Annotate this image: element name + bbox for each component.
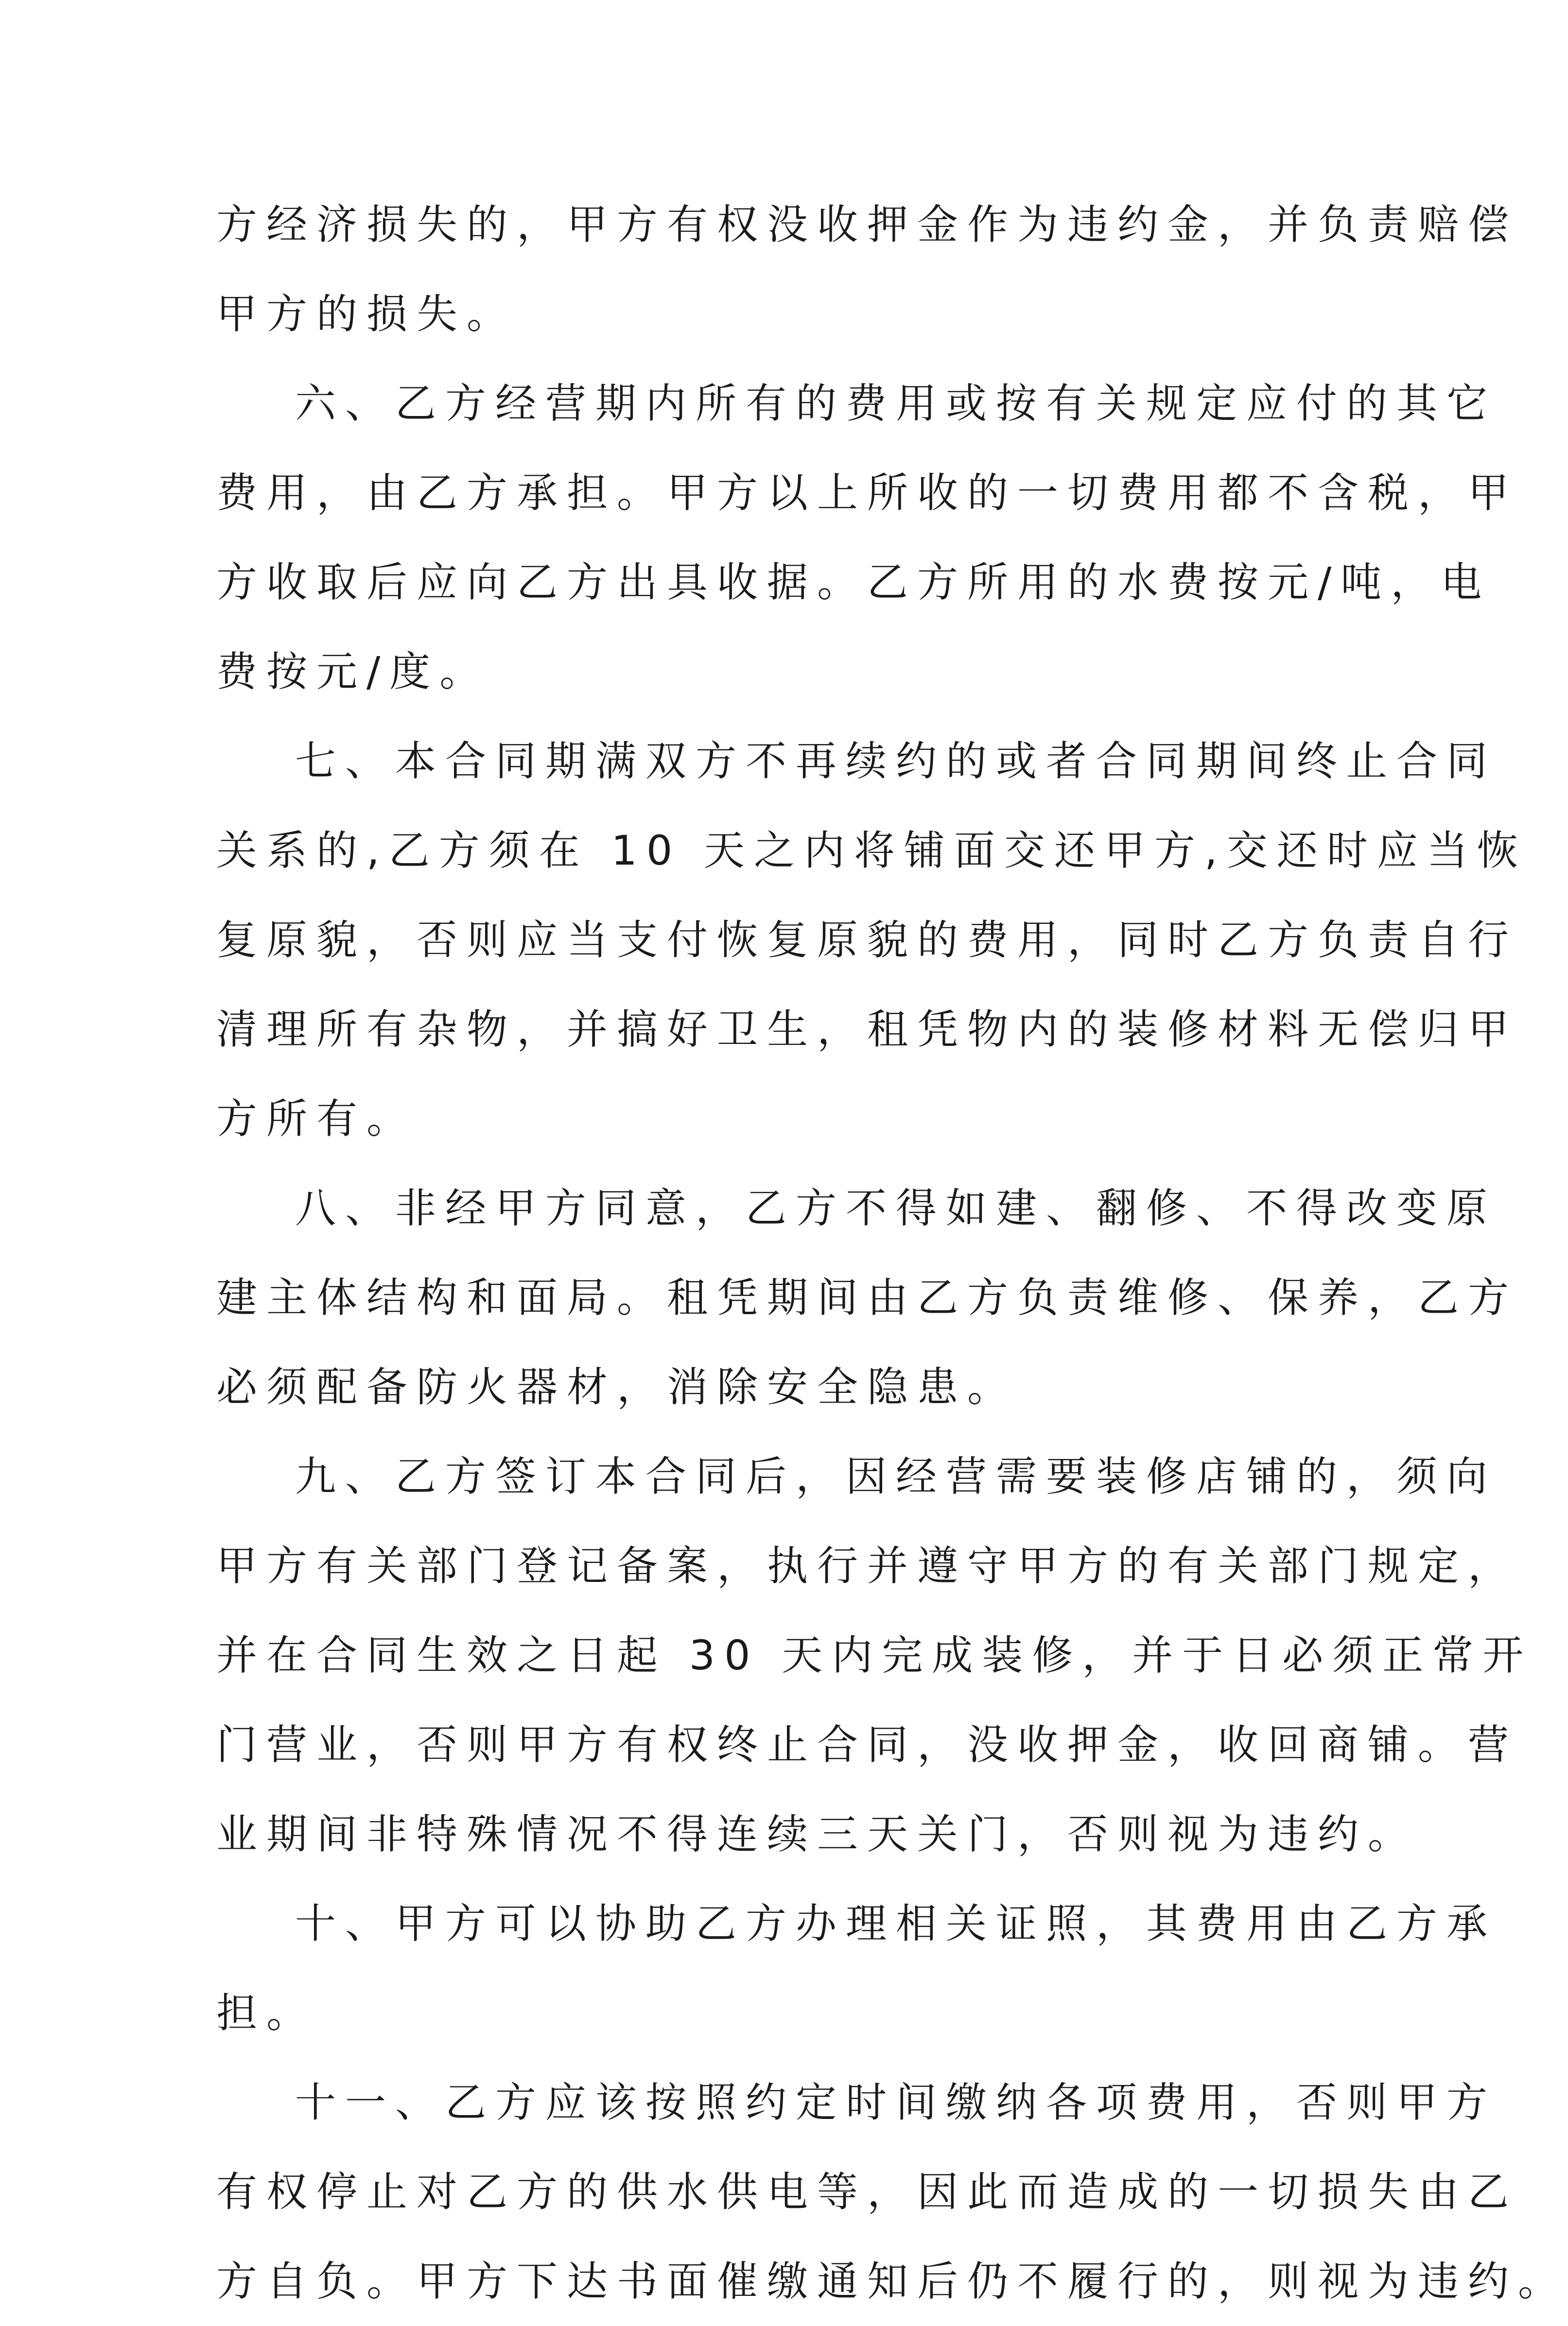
text-line: 关系的,乙方须在 10 天之内将铺面交还甲方,交还时应当恢 bbox=[216, 827, 1527, 874]
text-line: 复原貌，否则应当支付恢复原貌的费用，同时乙方负责自行 bbox=[216, 916, 1518, 964]
text-line: 有权停止对乙方的供水供电等，因此而造成的一切损失由乙 bbox=[216, 2168, 1518, 2216]
text-line: 建主体结构和面局。租凭期间由乙方负责维修、保养，乙方 bbox=[216, 1274, 1518, 1321]
text-line: 费用，由乙方承担。甲方以上所收的一切费用都不含税，甲 bbox=[216, 469, 1518, 517]
clause-eleven-start: 十一、乙方应该按照约定时间缴纳各项费用，否则甲方 bbox=[295, 2079, 1497, 2126]
text-line: 清理所有杂物，并搞好卫生，租凭物内的装修材料无偿归甲 bbox=[216, 1006, 1518, 1053]
text-line: 方自负。甲方下达书面催缴通知后仍不履行的，则视为违约。 bbox=[216, 2257, 1568, 2305]
text-line: 费按元/度。 bbox=[216, 648, 490, 695]
text-line: 方收取后应向乙方出具收据。乙方所用的水费按元/吨，电 bbox=[216, 558, 1491, 606]
text-line: 业期间非特殊情况不得连续三天关门，否则视为违约。 bbox=[216, 1810, 1418, 1858]
text-line: 甲方的损失。 bbox=[216, 290, 517, 338]
clause-six-start: 六、乙方经营期内所有的费用或按有关规定应付的其它 bbox=[295, 380, 1497, 427]
clause-seven-start: 七、本合同期满双方不再续约的或者合同期间终止合同 bbox=[295, 737, 1497, 785]
text-line: 甲方有关部门登记备案，执行并遵守甲方的有关部门规定， bbox=[216, 1542, 1518, 1590]
text-line: 必须配备防火器材，消除安全隐患。 bbox=[216, 1363, 1018, 1411]
text-line: 门营业，否则甲方有权终止合同，没收押金，收回商铺。营 bbox=[216, 1721, 1518, 1769]
clause-nine-start: 九、乙方签订本合同后，因经营需要装修店铺的，须向 bbox=[295, 1453, 1497, 1500]
contract-page-body bbox=[216, 180, 1568, 2326]
text-line: 担。 bbox=[216, 1989, 317, 2037]
text-line: 方所有。 bbox=[216, 1095, 417, 1143]
clause-eight-start: 八、非经甲方同意，乙方不得如建、翻修、不得改变原 bbox=[295, 1184, 1497, 1232]
clause-ten-start: 十、甲方可以协助乙方办理相关证照，其费用由乙方承 bbox=[295, 1900, 1497, 1947]
text-line: 并在合同生效之日起 30 天内完成装修，并于日必须正常开 bbox=[216, 1632, 1533, 1679]
text-line: 方经济损失的，甲方有权没收押金作为违约金，并负责赔偿 bbox=[216, 201, 1518, 248]
